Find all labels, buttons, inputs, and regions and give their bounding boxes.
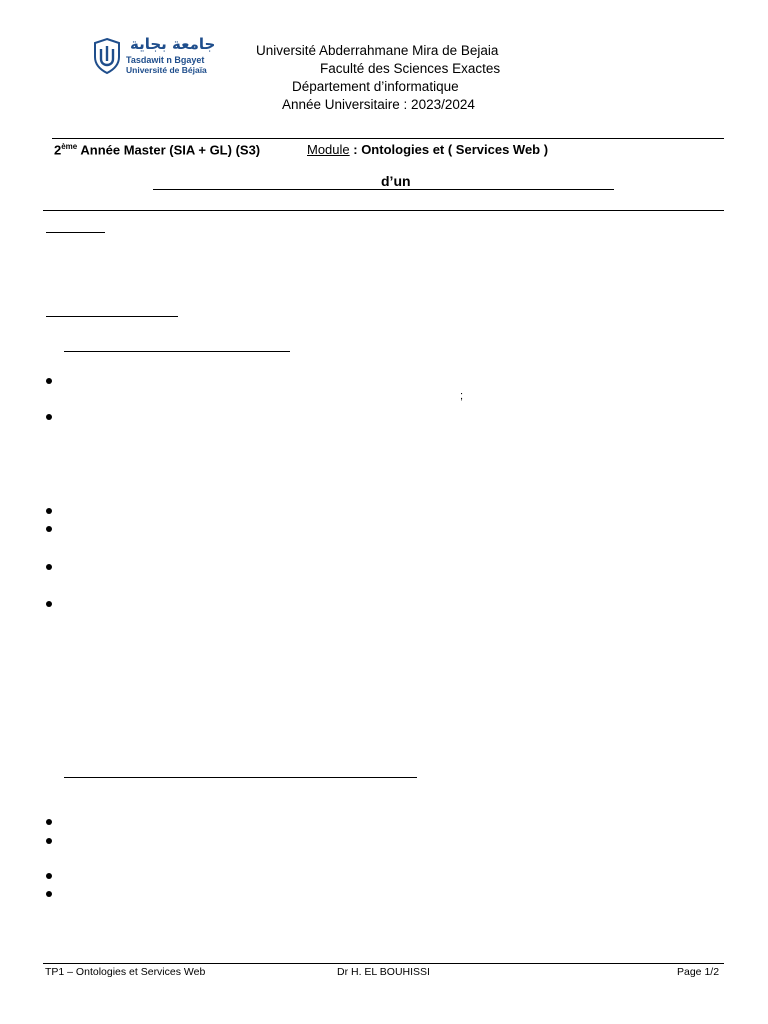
- department-name: Département d’informatique: [292, 79, 459, 94]
- section-divider: [43, 210, 724, 211]
- university-name: Université Abderrahmane Mira de Bejaia: [256, 43, 499, 58]
- header-rule: [52, 138, 724, 139]
- heading-underline-2: [46, 316, 178, 317]
- title-underline: [153, 189, 614, 190]
- bullet-point: [46, 414, 52, 420]
- course-level-text: Année Master (SIA + GL) (S3): [77, 142, 261, 158]
- subheading-underline-2: [64, 777, 417, 778]
- module-label: Module: [307, 142, 350, 157]
- university-emblem-icon: [92, 37, 122, 75]
- logo-line-2: Université de Béjaïa: [126, 65, 207, 75]
- bullet-point: [46, 873, 52, 879]
- academic-year: Année Universitaire : 2023/2024: [282, 97, 475, 112]
- bullet-point: [46, 526, 52, 532]
- subheading-underline-1: [64, 351, 290, 352]
- module-line: [307, 142, 548, 157]
- bullet-point: [46, 838, 52, 844]
- course-level-superscript: ème: [61, 142, 78, 151]
- footer-center: Dr H. EL BOUHISSI: [337, 966, 430, 978]
- footer-left: TP1 – Ontologies et Services Web: [45, 966, 206, 978]
- bullet-point: [46, 819, 52, 825]
- course-level-number: 2: [54, 142, 62, 158]
- stray-semicolon: ;: [460, 390, 464, 402]
- faculty-name: Faculté des Sciences Exactes: [320, 61, 501, 76]
- module-value: : Ontologies et ( Services Web ): [349, 142, 549, 157]
- footer-page-number: Page 1/2: [677, 966, 720, 978]
- university-logo: [90, 35, 216, 78]
- bullet-point: [46, 891, 52, 897]
- course-level: [54, 142, 260, 157]
- footer-rule: [43, 963, 724, 964]
- bullet-point: [46, 508, 52, 514]
- logo-arabic-text: جامعة بجاية: [130, 35, 216, 53]
- heading-underline-1: [46, 232, 105, 233]
- bullet-point: [46, 378, 52, 384]
- bullet-point: [46, 564, 52, 570]
- bullet-point: [46, 601, 52, 607]
- logo-line-1: Tasdawit n Bgayet: [126, 55, 205, 65]
- title-fragment: d’un: [381, 173, 411, 189]
